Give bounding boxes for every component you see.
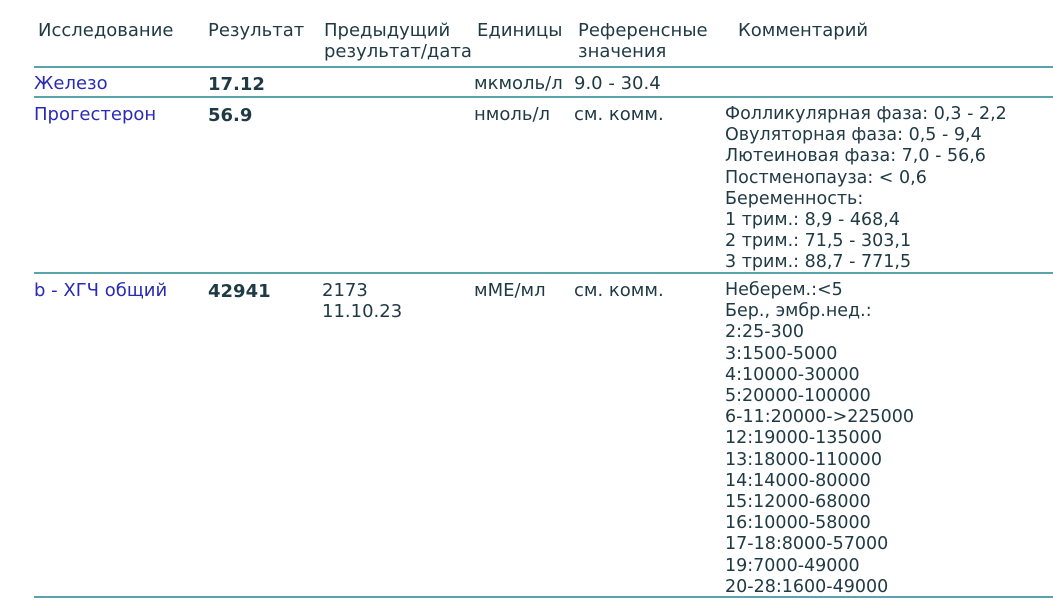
reference-values: см. комм. [574,104,664,125]
test-name: b - ХГЧ общий [34,280,168,301]
header-units: Единицы [477,20,563,41]
table-bottom-divider [34,596,1053,598]
reference-values: см. комм. [574,280,664,301]
header-comment: Комментарий [738,20,869,41]
test-comment: Фолликулярная фаза: 0,3 - 2,2 Овуляторная фаза: 0,5 - 9,4 Лютеиновая фаза: 7,0 - 56,6 Постменопауза: < 0,6 Беременность: 1 трим.: 8,9 - 468,4 2 трим.: 71,5 - 303,1 3 трим.: 88,7 - 771,5 [725,104,1007,273]
header-reference: Референсные значения [578,20,708,62]
test-result: 56.9 [208,105,253,126]
test-units: мМЕ/мл [474,280,546,301]
header-divider [34,66,1053,68]
header-result: Результат [208,20,305,41]
test-comment: Неберем.:<5 Бер., эмбр.нед.: 2:25-300 3:1500-5000 4:10000-30000 5:20000-100000 6-11:20000->225000 12:19000-135000 13:18000-110000 14:14000-80000 15:12000-68000 16:10000-58000 17-18:8000-57000 19:7000-49000 20-28:1600-49000 [725,280,915,597]
test-name: Железо [34,73,108,94]
test-name: Прогестерон [34,104,157,125]
header-test: Исследование [38,20,174,41]
previous-result: 2173 11.10.23 [322,280,403,322]
reference-values: 9.0 - 30.4 [574,73,661,94]
header-previous: Предыдущий результат/дата [324,20,472,62]
row-divider [34,272,1053,274]
test-units: нмоль/л [474,104,551,125]
row-divider [34,96,1053,98]
test-result: 17.12 [208,74,265,95]
test-units: мкмоль/л [474,73,563,94]
test-result: 42941 [208,281,271,302]
